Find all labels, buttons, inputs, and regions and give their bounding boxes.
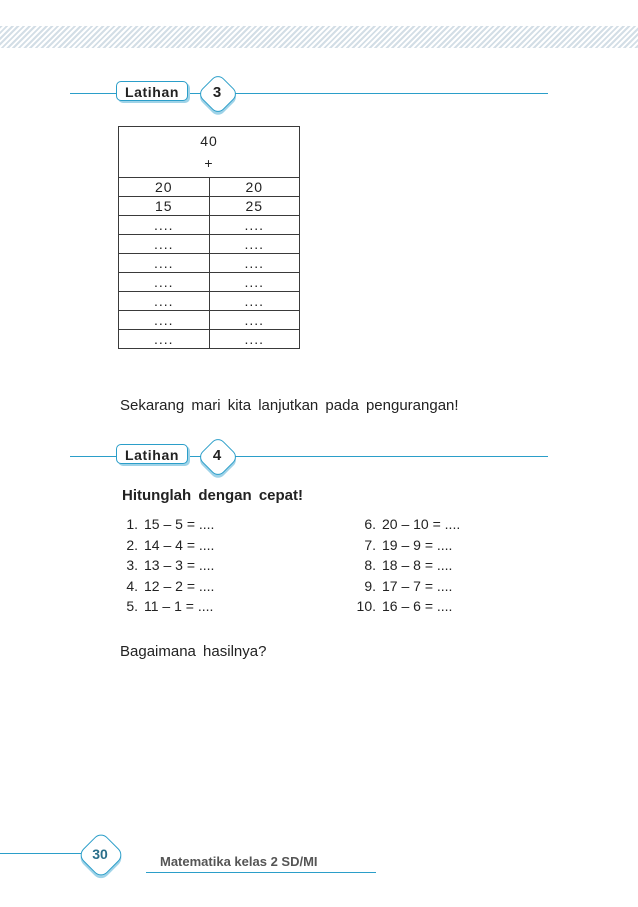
- table-operator: +: [204, 155, 214, 171]
- problem-number: 9.: [364, 577, 376, 594]
- table-cell-left: ....: [119, 292, 210, 311]
- table-row: [119, 235, 300, 254]
- table-cell-right: ....: [209, 235, 300, 254]
- problem-number: 10.: [356, 598, 376, 614]
- table-row: [119, 273, 300, 292]
- problem-expression: 19 – 9 = ....: [382, 536, 453, 553]
- table-head-cell: [119, 127, 300, 178]
- table-total: 40: [200, 133, 218, 149]
- problem-number: 3.: [126, 557, 138, 573]
- problem-expression: 20 – 10 = ....: [382, 516, 461, 532]
- book-title: Matematika kelas 2 SD/MI: [160, 854, 318, 869]
- table-cell-left: 20: [119, 178, 210, 197]
- table-row: [119, 197, 300, 216]
- instruction-heading: Hitunglah dengan cepat!: [122, 487, 304, 504]
- problem-number: 1.: [126, 516, 138, 532]
- table-cell-right: 25: [209, 197, 300, 216]
- table-cell-right: ....: [209, 273, 300, 292]
- problem-number: 2.: [126, 536, 138, 553]
- top-decorative-pattern: [0, 26, 638, 48]
- table-row: [119, 311, 300, 330]
- table-cell-right: ....: [209, 311, 300, 330]
- table-cell-right: ....: [209, 330, 300, 349]
- table-cell-left: ....: [119, 235, 210, 254]
- problem-item: [118, 596, 213, 616]
- addition-table: [118, 126, 300, 349]
- latihan-4-number: 4: [212, 447, 222, 464]
- table-cell-right: ....: [209, 254, 300, 273]
- table-row: [119, 216, 300, 235]
- problem-expression: 11 – 1 = ....: [144, 598, 214, 614]
- problem-expression: 17 – 7 = ....: [382, 577, 453, 594]
- problem-item: [118, 535, 214, 555]
- table-cell-left: ....: [119, 311, 210, 330]
- problem-expression: 12 – 2 = ....: [144, 577, 215, 594]
- latihan-3-label: Latihan: [116, 81, 188, 101]
- latihan-4-label: Latihan: [116, 444, 188, 464]
- closing-question: Bagaimana hasilnya?: [120, 643, 267, 660]
- table-cell-left: ....: [119, 330, 210, 349]
- problem-item: [118, 514, 214, 534]
- table-cell-left: 15: [119, 197, 210, 216]
- problem-expression: 18 – 8 = ....: [382, 557, 453, 573]
- problem-item: [352, 514, 460, 534]
- table-cell-right: ....: [209, 292, 300, 311]
- table-cell-left: ....: [119, 273, 210, 292]
- table-row: [119, 254, 300, 273]
- problem-number: 8.: [364, 557, 376, 573]
- page-number: 30: [92, 846, 108, 862]
- table-cell-left: ....: [119, 216, 210, 235]
- problem-number: 6.: [364, 516, 376, 532]
- table-cell-right: ....: [209, 216, 300, 235]
- problem-item: [352, 596, 452, 616]
- problem-expression: 16 – 6 = ....: [382, 598, 453, 614]
- problem-expression: 14 – 4 = ....: [144, 536, 215, 553]
- problem-item: [118, 576, 214, 596]
- table-cell-right: 20: [209, 178, 300, 197]
- table-row: [119, 330, 300, 349]
- problem-item: [118, 555, 214, 575]
- footer-underline: [146, 872, 376, 873]
- table-header-row: [119, 127, 300, 178]
- problem-item: [352, 535, 452, 555]
- problem-number: 5.: [126, 598, 138, 614]
- problem-expression: 15 – 5 = ....: [144, 516, 215, 532]
- problem-number: 7.: [364, 536, 376, 553]
- intro-text: Sekarang mari kita lanjutkan pada pengurangan!: [120, 397, 459, 414]
- table-row: [119, 178, 300, 197]
- problem-expression: 13 – 3 = ....: [144, 557, 215, 573]
- table-row: [119, 292, 300, 311]
- problem-item: [352, 576, 452, 596]
- table-cell-left: ....: [119, 254, 210, 273]
- problem-number: 4.: [126, 577, 138, 594]
- problem-item: [352, 555, 452, 575]
- latihan-3-number: 3: [212, 84, 222, 101]
